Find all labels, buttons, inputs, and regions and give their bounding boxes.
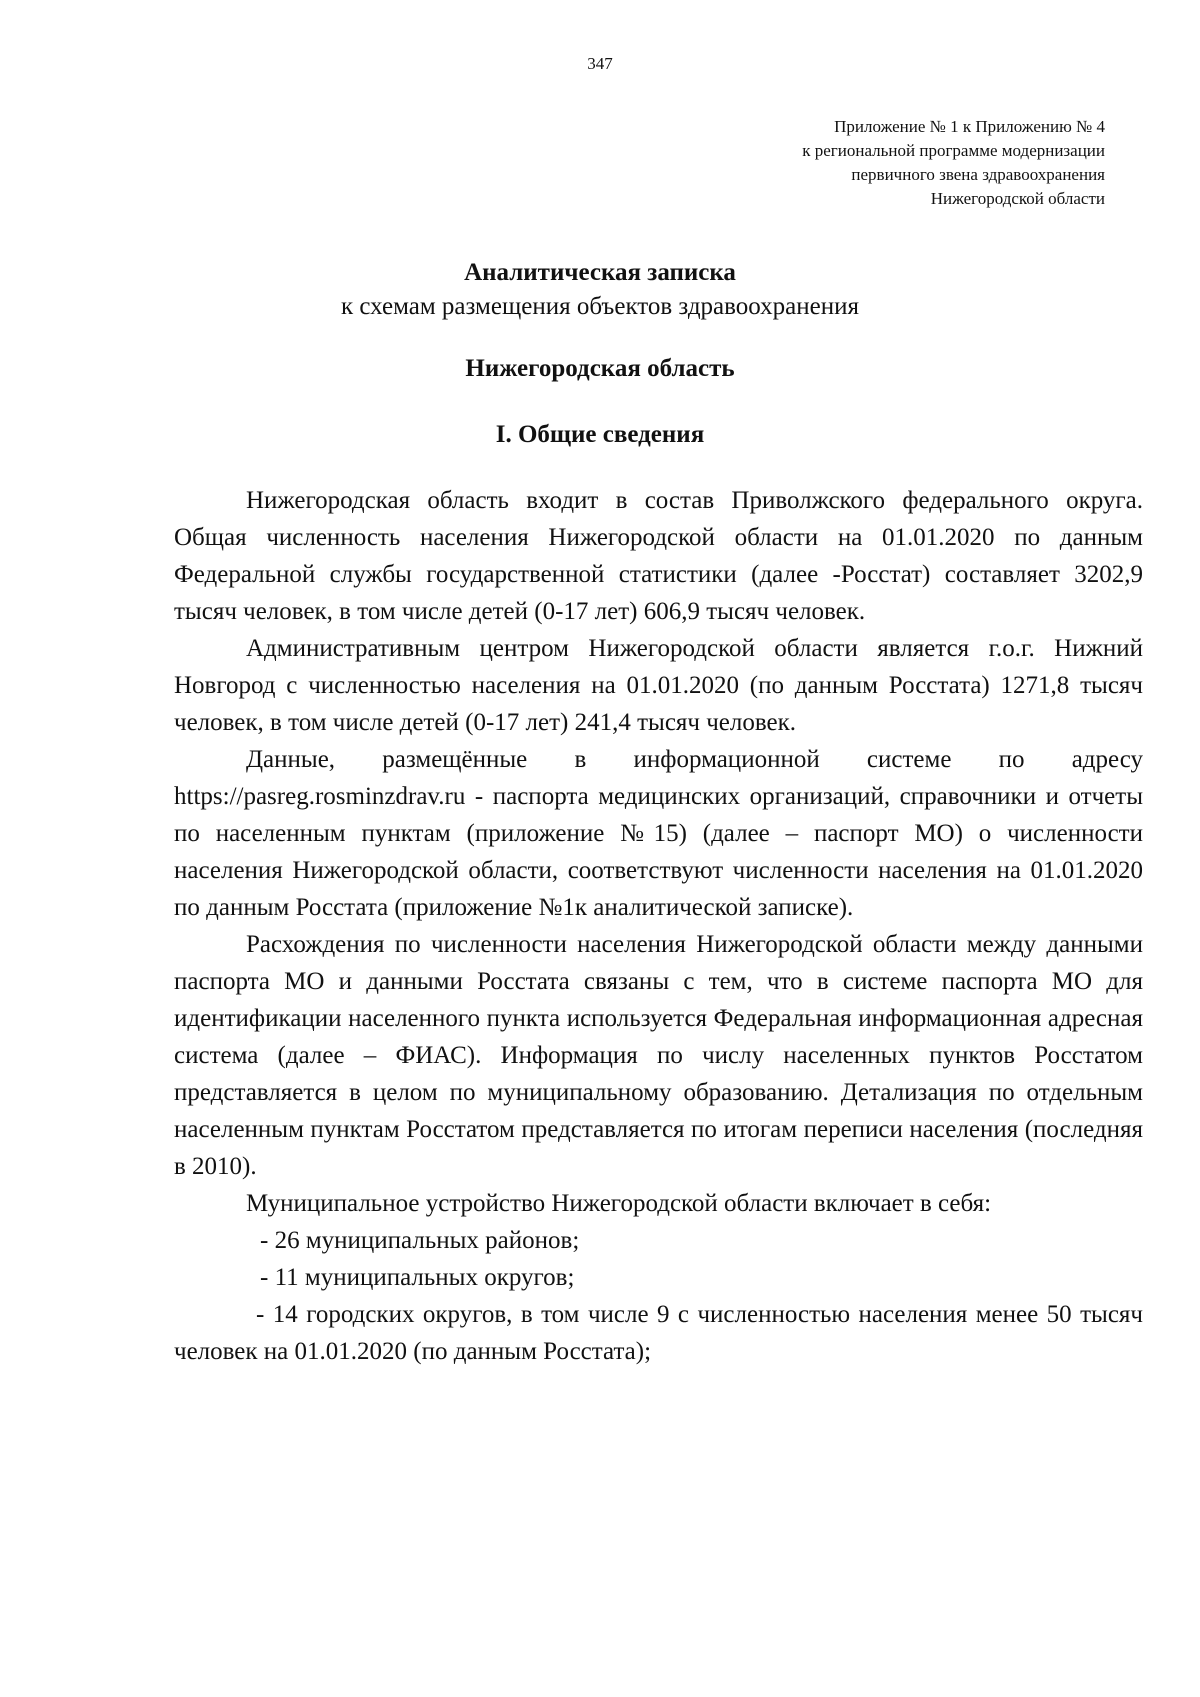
document-subtitle: к схемам размещения объектов здравоохранения — [340, 293, 859, 320]
list-item: - 14 городских округов, в том числе 9 с численностью населения менее 50 тысяч человек на 01.01.2020 (по данным Росстата); — [174, 1301, 1143, 1365]
list-item: - 11 муниципальных округов; — [260, 1264, 575, 1291]
appendix-reference — [585, 115, 1105, 211]
region-heading: Нижегородская область — [465, 355, 735, 382]
appendix-line: первичного звена здравоохранения — [851, 165, 1105, 184]
paragraph: Муниципальное устройство Нижегородской области включает в себя: — [246, 1190, 992, 1217]
document-title: Аналитическая записка — [464, 259, 736, 286]
appendix-line: к региональной программе модернизации — [802, 141, 1105, 160]
paragraph: Данные, размещённые в информационной системе по адресу https://pasreg.rosminzdrav.ru - паспорта медицинских организаций, справочники и отчеты по населенным пунктам (приложение №15) (далее – паспорт МО) о численности населения Нижегородской области, соответствуют численности населения на 01.01.2020 по данным Росстата (приложение №1к аналитической записке). — [174, 746, 1143, 921]
appendix-line: Нижегородской области — [930, 189, 1105, 208]
page-number: 347 — [587, 54, 613, 73]
paragraph: Нижегородская область входит в состав Приволжского федерального округа. Общая численность населения Нижегородской области на 01.01.2020 по данным Федеральной службы государственной статистики (далее -Росстат) составляет 3202,9 тысяч человек, в том числе детей (0-17 лет) 606,9 тысяч человек. — [174, 487, 1143, 625]
paragraph: Административным центром Нижегородской области является г.о.г. Нижний Новгород с численностью населения на 01.01.2020 (по данным Росстата) 1271,8 тысяч человек, в том числе детей (0-17 лет) 241,4 тысяч человек. — [174, 635, 1143, 736]
document-body — [174, 482, 1143, 1370]
appendix-line: Приложение № 1 к Приложению № 4 — [834, 117, 1105, 136]
paragraph: Расхождения по численности населения Нижегородской области между данными паспорта МО и данными Росстата связаны с тем, что в системе паспорта МО для идентификации населенного пункта используется Федеральная информационная адресная система (далее – ФИАС). Информация по числу населенных пунктов Росстатом представляется в целом по муниципальному образованию. Детализация по отдельным населенным пунктам Росстатом представляется по итогам переписи населения (последняя в 2010). — [174, 931, 1143, 1180]
section-heading: I. Общие сведения — [495, 421, 705, 448]
document-title-block — [0, 256, 1200, 324]
list-item: - 26 муниципальных районов; — [260, 1227, 580, 1254]
